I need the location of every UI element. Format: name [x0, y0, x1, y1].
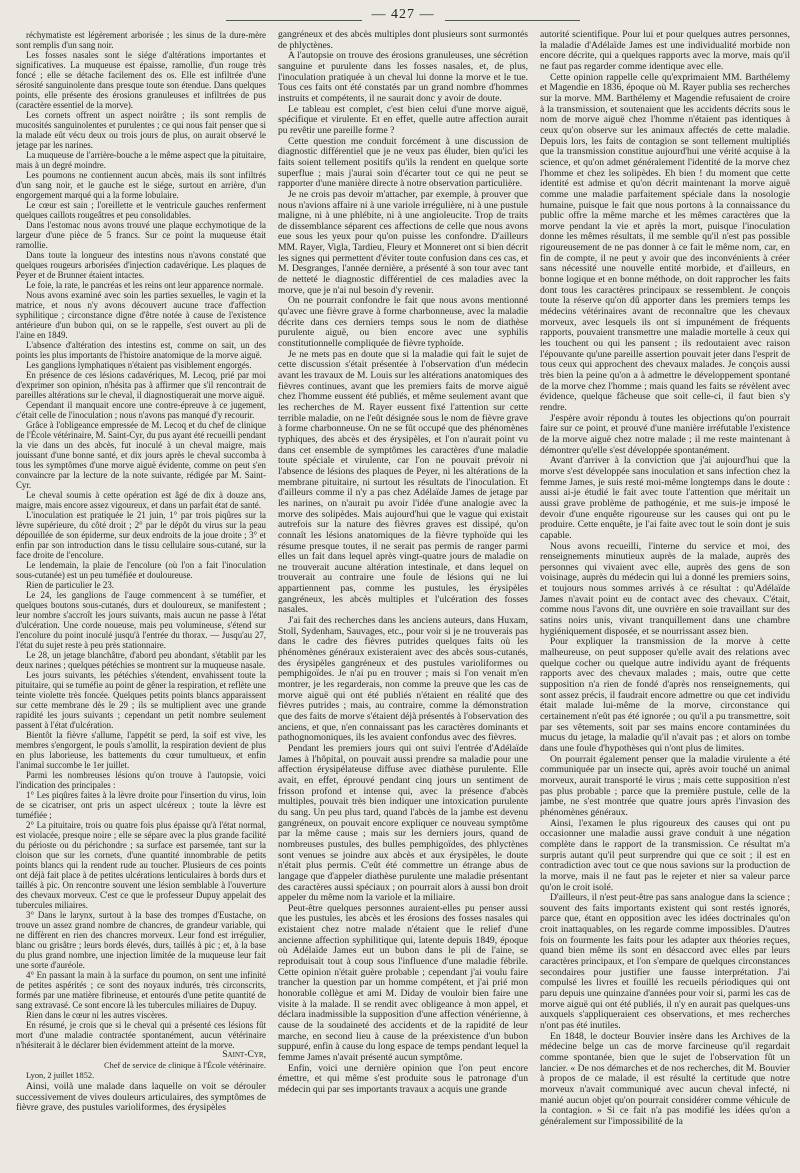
paragraph: Dans l'estomac nous avons trouvé une plaque ecchymotique de la largeur d'une pièce de 5 francs. Sur ce point la muqueuse était ramollie. [16, 220, 266, 250]
paragraph: L'inoculation est pratiquée le 21 juin, 1° par trois piqûres sur la lèvre supérieure, du côté droit ; 2° par le dépôt du virus sur la peau dépouillée de son épiderme, sur deux endroits de la joue droite ; 3° et enfin par son introduction dans le tissu cellulaire sous-cutané, sur la face droite de l'encolure. [16, 510, 266, 560]
signature-title: Chef de service de clinique à l'École vétérinaire. [104, 1060, 266, 1070]
paragraph: Le cheval soumis à cette opération est âgé de dix à douze ans, maigre, mais encore assez vigoureux, et dans un parfait état de santé. [16, 490, 266, 510]
paragraph: J'ai fait des recherches dans les anciens auteurs, dans Huxam, Stoll, Sydenham, Sauvages, etc., pour voir si je ne trouverais pas dans le cadre des fièvres putrides quelques faits où les phénomènes généraux existeraient avec des abcès sous-cutanés, des érysipèles gangréneux et des pustules varioliformes ou pemphigoïdes. Je n'ai pu en trouver ; mais si l'on venait m'en montrer, je les regarderais, non comme la preuve que les cas de morve aiguë qui ont été publiés n'étaient en réalité que des fièvres putrides ; mais, au contraire, comme la démonstration que des faits de morve s'étaient déjà présentés à l'observation des anciens, et que, n'en connaissant pas les caractères dominants et pathognomoniques, ils les avaient confondus avec des fièvres. [278, 615, 528, 744]
paragraph: Grâce à l'obligeance empressée de M. Lecoq et du chef de clinique de l'École vétérinaire, M. Saint-Cyr, du pus ayant été recueilli pendant la vie dans un des abcès, fut inoculé à un cheval maigre, mais jouissant d'une bonne santé, et dix jours après le cheval succomba à tous les symptômes d'une morve aiguë évidente, comme on peut s'en convaincre par la lecture de la note suivante, rédigée par M. Saint-Cyr. [16, 420, 266, 490]
paragraph: Nous avons recueilli, l'interne du service et moi, des renseignements minutieux auprès de la malade, auprès des personnes qui vivaient avec elle, auprès des gens de son voisinage, auprès du médecin qui lui a donné les premiers soins, et toujours nous sommes arrivés à ce résultat : qu'Adélaïde James n'avait point eu de contact avec des chevaux. C'était, comme nous l'avons dit, une ouvrière en soie travaillant sur des satins noirs unis, vivant tranquillement dans une chambre hygiéniquement disposée, et se nourrissant assez bien. [540, 540, 790, 637]
paragraph: Le cœur est sain ; l'oreillette et le ventricule gauches renferment quelques caillots rougeâtres et peu consolidables. [16, 200, 266, 220]
paragraph: 2° La pituitaire, trois ou quatre fois plus épaisse qu'à l'état normal, est violacée, presque noire ; elle se sépare avec la plus grande facilité du périoste ou du périchondre ; sa surface est parsemée, tant sur la cloison que sur les cornets, d'une quantité innombrable de petits points blancs qui la rendent rude au toucher. Plusieurs de ces points ont déjà fait place à de petites ulcérations lenticulaires à bords durs et taillés à pic. On rencontre souvent une lésion semblable à l'ouverture des chevaux morveux. C'est ce que le professeur Dupuy appelait des tubercules miliaires. [16, 820, 266, 910]
paragraph: D'ailleurs, il n'est peut-être pas sans analogue dans la science ; souvent des faits importants existent qui sont restés ignorés, parce que, étant en opposition avec les idées doctrinales qu'on croit inattaquables, on les regarde comme impossibles. D'autres fois on fourmente les faits pour les adapter aux théories reçues, quand bien même ils sont en désaccord avec elles par leurs caractères principaux, et l'on s'empare de quelques circonstances secondaires pour justifier une fausse interprétation. J'ai compulsé les livres et fouillé les recueils périodiques qui ont paru depuis une quinzaine d'années pour voir si, parmi les cas de morve aiguë qui ont été publiés, il n'y en aurait pas quelques-uns auxquels s'appliqueraient ces observations, et mes recherches n'ont pas été inutiles. [540, 892, 790, 1032]
paragraph: Parmi les nombreuses lésions qu'on trouve à l'autopsie, voici l'indication des principales : [16, 770, 266, 790]
paragraph: Les ganglions lymphatiques n'étaient pas visiblement engorgés. [26, 360, 252, 370]
paragraph: A l'autopsie on trouve des érosions granuleuses, une sécrétion sanguine et purulente dans les fosses nasales, et, de plus, l'inoculation pratiquée à un cheval lui donne la morve et le tue. Tous ces faits ont été constatés par un grand nombre d'hommes instruits et compétents, il ne saurait donc y avoir de doute. [278, 50, 528, 104]
paragraph: Peut-être quelques personnes auraient-elles pu penser aussi que les pustules, les abcès et les érosions des fosses nasales qui existaient chez notre malade n'étaient que le relief d'une ancienne affection syphilitique qui, latente depuis 1849, époque où Adélaïde James eut un bubon dans le pli de l'aine, se reproduisait tout à coup sous l'influence d'une maladie fébrile. Cette opinion n'était guère probable ; cependant j'ai voulu faire trancher la question par un homme compétent, et j'ai prié mon honorable collègue et ami M. Diday de vouloir bien faire une visite à la malade. Il se rendit avec obligeance à mon appel, et déclara inadmissible la supposition d'une affection vénérienne, à cause de la soudaineté des accidents et de la rapidité de leur marche, en second lieu à cause de la préexistence d'un bubon suppuré, enfin à cause du long espace de temps pendant lequel la femme James n'avait présenté aucun symptôme. [278, 902, 528, 1063]
signature-date: Lyon, 2 juillet 1852. [26, 1071, 95, 1081]
paragraph: On pourrait également penser que la maladie virulente a été communiquée par un insecte qui, après avoir touché un animal morveux, aurait transporté le virus ; mais cette supposition n'est pas plus probable ; parce que la première pustule, celle de la jambe, ne s'est montrée que quatre jours après l'invasion des phénomènes généraux. [540, 753, 790, 818]
paragraph: 4° En passant la main à la surface du poumon, on sent une infinité de petites aspérités ; ce sont des noyaux indurés, très circonscrits, formés par une matière fibrineuse, et entourés d'une petite quantité de sang extravasé. Ce sont encore là les tubercules miliaires de Dupuy. [16, 970, 266, 1010]
paragraph: Avant d'arriver à la conviction que j'ai aujourd'hui que la morve s'est développée sans inoculation et sans infection chez la femme James, je suis resté moi-même longtemps dans le doute : aussi ai-je étudié le fait avec toute l'attention que méritait un aussi grave problème de pathogénie, et me suis-je imposé le devoir d'une enquête rigoureuse sur les causes qui ont pu le produire. Cette enquête, je l'ai faite avec tout le soin dont je suis capable. [540, 455, 790, 541]
text-columns [16, 30, 790, 1165]
paragraph: Les fosses nasales sont le siége d'altérations importantes et significatives. La muqueuse est épaisse, ramollie, d'un rouge très foncé ; elle se détache facilement des os. Elle est infiltrée d'une sérosité sanguinolente dans presque toute son étendue. Dans quelques points, elle présente des érosions granuleuses et infiltrées de pus (caractère essentiel de la morve). [16, 50, 266, 110]
paragraph: Ainsi, voilà une malade dans laquelle on voit se dérouler successivement de vives douleurs articulaires, des symptômes de fièvre grave, des pustules varioliformes, des érysipèles [16, 1080, 266, 1114]
paragraph: Le foie, la rate, le pancréas et les reins ont leur apparence normale. [26, 280, 264, 290]
paragraph: La muqueuse de l'arrière-bouche a le même aspect que la pituitaire, mais à un degré moindre. [16, 150, 266, 170]
paragraph: 1° Les piqûres faites à la lèvre droite pour l'insertion du virus, loin de se cicatriser, ont pris un aspect ulcéreux ; toute la lèvre est tuméfiée ; [16, 790, 266, 820]
paragraph: Bientôt la fièvre s'allume, l'appétit se perd, la soif est vive, les membres s'engorgent, le pouls s'amollit, la respiration devient de plus en plus laborieuse, les battements du cœur tumultueux, et enfin l'animal succombe le 1er juillet. [16, 730, 266, 770]
column-1 [16, 30, 266, 1165]
column-3 [540, 30, 790, 1165]
paragraph: Le 24, les ganglions de l'auge commencent à se tuméfier, et quelques boutons sous-cutanés, durs et douloureux, se manifestent ; leur nombre s'accroît les jours suivants, mais aucun ne passe à l'état d'ulcération. Une corde noueuse, mais peu volumineuse, s'étend sur l'encolure du point inoculé jusqu'à l'entrée du thorax. — Jusqu'au 27, l'état du sujet reste à peu près stationnaire. [16, 590, 266, 650]
paragraph: Les cornets offrent un aspect noirâtre ; ils sont remplis de mucosités sanguinolentes et purulentes ; ce qui nous fait penser que si la malade eût vécu deux ou trois jours de plus, on aurait observé le jetage par les narines. [16, 110, 266, 150]
paragraph: En 1848, le docteur Bouvier insère dans les Archives de la médecine belge un cas de morve farcineuse qu'il regardait comme spontanée, bien que le sujet de l'observation fût un lancier. « De nos démarches et de nos recherches, dit M. Bouvier à propos de ce malade, il est résulté la certitude que notre morveux n'avait communiqué avec aucun cheval infecté, ni manié aucun objet qu'on pourrait considérer comme véhicule de la contagion. » Si ce fait n'a pas modifié les idées qu'on a généralement sur l'impossibilité de la [540, 1030, 790, 1127]
paragraph: Pour expliquer la transmission de la morve à cette malheureuse, on peut supposer qu'elle avait des relations avec quelque cocher ou quelque autre individu ayant de fréquents rapports avec des chevaux malades ; mais, outre que cette supposition n'a rien de fondé d'après nos renseignements, qui sont assez précis, il faudrait encore admettre ou que cet individu était malade lui-même de la morve, circonstance qui certainement n'eût pas été ignorée ; ou qu'il a pu transmettre, soit par ses vêtements, soit par ses mains encore contaminées du mucus du jetage, la maladie qu'il n'avait pas ; et alors on tombe dans une foule d'hypothèses qui n'ont plus de limites. [540, 636, 790, 754]
paragraph: En présence de ces lésions cadavériques, M. Lecoq, prié par moi d'exprimer son opinion, n'hésita pas à affirmer que s'il rencontrait de pareilles altérations sur le cheval, il diagnostiquerait une morve aiguë. [16, 370, 266, 400]
paragraph: Les jours suivants, les pétéchies s'étendent, envahissent toute la pituitaire, qui se tuméfie au point de gêner la respiration, et reflète une teinte violette très foncée. Quelques petits points blancs apparaissent sur cette membrane dès le 29 ; ils se multiplient avec une grande rapidité les jours suivants ; cependant un petit nombre seulement passent à l'état d'ulcération. [16, 670, 266, 730]
paragraph: Pendant les premiers jours qui ont suivi l'entrée d'Adélaïde James à l'hôpital, on pouvait aussi prendre sa maladie pour une affection érysipélateuse diffuse avec diathèse purulente. Elle avait, en effet, éprouvé pendant cinq jours un sentiment de frisson profond et intense qui, avec la présence d'abcès multiples, pouvait très bien indiquer une intoxication purulente du sang. Un peu plus tard, quand l'abcès de la jambe est devenu gangréneux, on pouvait encore expliquer ce nouveau symptôme par la même cause ; mais sur les derniers jours, quand de nombreuses pustules, des bulles pemphigoïdes, des phlyctènes sont venues se joindre aux abcès et aux érysipèles, le doute n'était plus permis. C'eût été commettre un étrange abus de langage que d'appeler diathèse purulente une maladie présentant des caractères aussi spéciaux ; on pourrait alors à aussi bon droit appeler du même nom la variole et la miliaire. [278, 742, 528, 904]
paragraph: On ne pourrait confondre le fait que nous avons mentionné qu'avec une fièvre grave à forme charbonneuse, avec la maladie décrite dans ces derniers temps sous le nom de diathèse purulente aiguë, ou bien encore avec une syphilis constitutionnelle compliquée de fièvre typhoïde. [278, 295, 528, 350]
paragraph: Le 28, un jetage blanchâtre, d'abord peu abondant, s'établit par les deux narines ; quelques pétéchies se montrent sur la muqueuse nasale. [16, 650, 266, 670]
paragraph: L'absence d'altération des intestins est, comme on sait, un des points les plus importants de l'histoire anatomique de la morve aiguë. [16, 340, 266, 360]
paragraph: Le tableau est complet, c'est bien celui d'une morve aiguë, spécifique et virulente. Et en effet, quelle autre affection aurait pu revêtir une pareille forme ? [278, 103, 528, 136]
paragraph: Le lendemain, la plaie de l'encolure (où l'on a fait l'inoculation sous-cutanée) est un peu tuméfiée et douloureuse. [16, 560, 266, 580]
paragraph: Enfin, voici une dernière opinion que l'on peut encore émettre, et qui même s'est produite sous le patronage d'un médecin qui par ses importants travaux a acquis une grande [278, 1062, 528, 1095]
signature-name: Saint-Cyr, [222, 1049, 266, 1060]
paragraph: En résumé, je crois que si le cheval qui a présenté ces lésions fût mort d'une maladie contractée spontanément, aucun vétérinaire n'hésiterait à le déclarer bien évidemment atteint de la morve. [16, 1020, 266, 1050]
paragraph: Cette opinion rappelle celle qu'exprimaient MM. Barthélemy et Magendie en 1836, époque où M. Rayer publia ses recherches sur la morve. MM. Barthélemy et Magendie refusaient de croire à la transmission, et soutenaient que les accidents décrits sous le nom de morve aiguë chez l'homme n'étaient pas identiques à ceux qu'on observe sur les animaux affectés de cette maladie. Depuis lors, les faits de contagion se sont tellement multipliés que la transmission constitue aujourd'hui une vérité acquise à la science, et qu'on admet généralement l'identité de la morve chez l'homme et chez les solipèdes. Eh bien ! du moment que cette identité est admise et qu'on décrit maintenant la morve aiguë comme une maladie parfaitement spéciale dans la nosologie humaine, puisque le fait que nous portons à la connaissance du public offre la même marche et les mêmes caractères que la morve pendant la vie et après la mort, puisque l'inoculation donne les mêmes résultats, il me semble qu'il n'est pas possible rigoureusement de ne pas donner à ce fait le même nom, car, en fin de compte, il ne peut y avoir que des inconvénients à créer sans nécessité une nouvelle entité morbide, et d'ailleurs, en bonne logique et en bonne méthode, on doit rapprocher les faits dont tous les caractères principaux se ressemblent. Je conçois toute la réserve qu'on dû apporter dans les premiers temps les médecins vétérinaires avant de reconnaître que les chevaux morveux, avec lesquels ils ont si impunément de fréquents rapports, pouvaient transmettre une maladie mortelle à ceux qui les touchent ou qui les pansent ; ils redoutaient avec raison l'épouvante qu'une pareille assertion pouvait jeter dans l'esprit de tous ceux qui approchent des chevaux malades. Je conçois aussi très bien la peine qu'on a à admettre le développement spontané de la morve chez l'homme ; mais quand les faits se révèlent avec évidence, quelque fâcheuse que soit celle-ci, il faut bien s'y rendre. [540, 71, 790, 413]
page-number-value: 427 [391, 7, 415, 22]
paragraph: Rien dans le cœur ni les autres viscères. [26, 1010, 168, 1020]
paragraph: réchymatiste est légèrement arborisée ; les sinus de la dure-mère sont remplis d'un sang noir. [16, 30, 266, 50]
paragraph: J'espère avoir répondu à toutes les objections qu'on pourrait faire sur ce point, et prouvé d'une manière irréfutable l'existence de la morve aiguë chez notre malade ; il me reste maintenant à démontrer qu'elle s'est développée spontanément. [540, 412, 790, 456]
paragraph: Les poumons ne contiennent aucun abcès, mais ils sont infiltrés d'un sang noir, et le gauche est le siége, surtout en arrière, d'un engorgement marqué qui a la forme lobulaire. [16, 170, 266, 200]
page-number: — 427 — [362, 7, 445, 23]
paragraph: Je ne mets pas en doute que si la maladie qui fait le sujet de cette discussion s'était présentée à l'observation d'un médecin avant les travaux de M. Louis sur les altérations anatomiques des fièvres continues, avant que les premiers faits de morve aiguë chez l'homme eussent été publiés, et même seulement avant que les recherches de M. Rayer eussent fixé l'attention sur cette terrible maladie, on ne l'eût désignée sous le nom de fièvre grave à forme charbonneuse. On ne se fût occupé que des phénomènes typhiques, des abcès et des érysipèles, et l'on n'aurait point vu dans cet ensemble de symptômes les caractères d'une maladie toute spéciale et virulente, car l'on ne pouvait prévoir ni l'absence de lésions des plaques de Peyer, ni les altérations de la membrane pituitaire, ni surtout les résultats de l'inoculation. Et d'ailleurs comme il n'y a pas chez Adélaïde James de jetage par les narines, on n'aurait pu avoir l'idée d'une analogie avec la morve des solipèdes. Mais aujourd'hui que le vague qui existait autrefois sur la nature des fièvres graves est dissipé, qu'on connaît les lésions anatomiques de la fièvre typhoïde qui les résume presque toutes, il ne serait pas permis de ranger parmi elles un fait dans lequel après vingt-quatre jours de maladie on ne trouverait aucune altération intestinale, et dans lequel on trouverait au contraire une foule de lésions qui ne lui appartiennent pas, comme les pustules, les érysipèles gangréneux, les abcès multiples et l'ulcération des fosses nasales. [278, 348, 528, 616]
column-2 [278, 30, 528, 1165]
paragraph: Cette question me conduit forcément à une discussion de diagnostic différentiel que je ne veux pas éluder, bien qu'ici les faits soient tellement positifs qu'ils la rendent en quelque sorte superflue ; mais j'aurai soin d'écarter tout ce qui ne peut se rapporter d'une manière directe à notre observation particulière. [278, 135, 528, 190]
paragraph: autorité scientifique. Pour lui et pour quelques autres personnes, la maladie d'Adélaïde James est une individualité morbide non encore décrite, qui a quelques rapports avec la morve, mais qu'il ne faut pas regarder comme identique avec elle. [540, 30, 790, 72]
paragraph: Cependant il manquait encore une contre-épreuve à ce jugement, c'était celle de l'inoculation ; nous n'avons pas manqué d'y recourir. [16, 400, 266, 420]
paragraph: Ainsi, l'examen le plus rigoureux des causes qui ont pu occasionner une maladie aussi grave conduit à une négation complète dans le rapport de la transmission. Ce résultat m'a surpris autant qu'il peut surprendre qui que ce soit ; il est en contradiction avec tout ce que nous savions sur la production de la morve, mais il ne faut pas le rejeter et nier sa valeur parce qu'on le croit isolé. [540, 817, 790, 893]
page-header [16, 0, 790, 30]
paragraph: gangréneux et des abcès multiples dont plusieurs sont surmontés de phlyctènes. [278, 30, 528, 51]
paragraph: Je ne crois pas devoir m'attacher, par exemple, à prouver que nous n'avions affaire ni à une variole irrégulière, ni à une pustule maligne, ni à une phlébite, ni à une angioleucite. Trop de traits de dissemblance séparent ces affections de celle que nous avons eue sous les yeux pour qu'on puisse les confondre. D'ailleurs MM. Rayer, Vigla, Tardieu, Fleury et Monneret ont si bien décrit les signes qui permettent d'éviter toute confusion dans ces cas, et M. Desgranges, l'année dernière, a présenté à son tour avec tant de netteté le diagnostic différentiel de ces maladies avec la morve, que je n'ai nul besoin d'y revenir. [278, 188, 528, 296]
paragraph: 3° Dans le larynx, surtout à la base des trompes d'Eustache, on trouve un assez grand nombre de chancres, de grandeur variable, qui ne diffèrent en rien des chancres morveux. Leur fond est irrégulier, blanc ou grisâtre ; leurs bords élevés, durs, taillés à pic ; et, à la base du plus grand nombre, une injection limitée de la muqueuse leur fait une sorte d'auréole. [16, 910, 266, 970]
paragraph: Rien de particulier le 23. [26, 580, 114, 590]
paragraph: Dans toute la longueur des intestins nous n'avons constaté que quelques rougeurs arborisées d'injection cadavérique. Les plaques de Peyer et de Brunner étaient intactes. [16, 250, 266, 280]
paragraph: Nous avons examiné avec soin les parties sexuelles, le vagin et la matrice, et nous n'y avons découvert aucune trace d'affection syphilitique ; circonstance digne d'être notée à cause de l'existence antérieure d'un bubon qui, on se le rappelle, s'est ouvert au pli de l'aine en 1849. [16, 290, 266, 340]
